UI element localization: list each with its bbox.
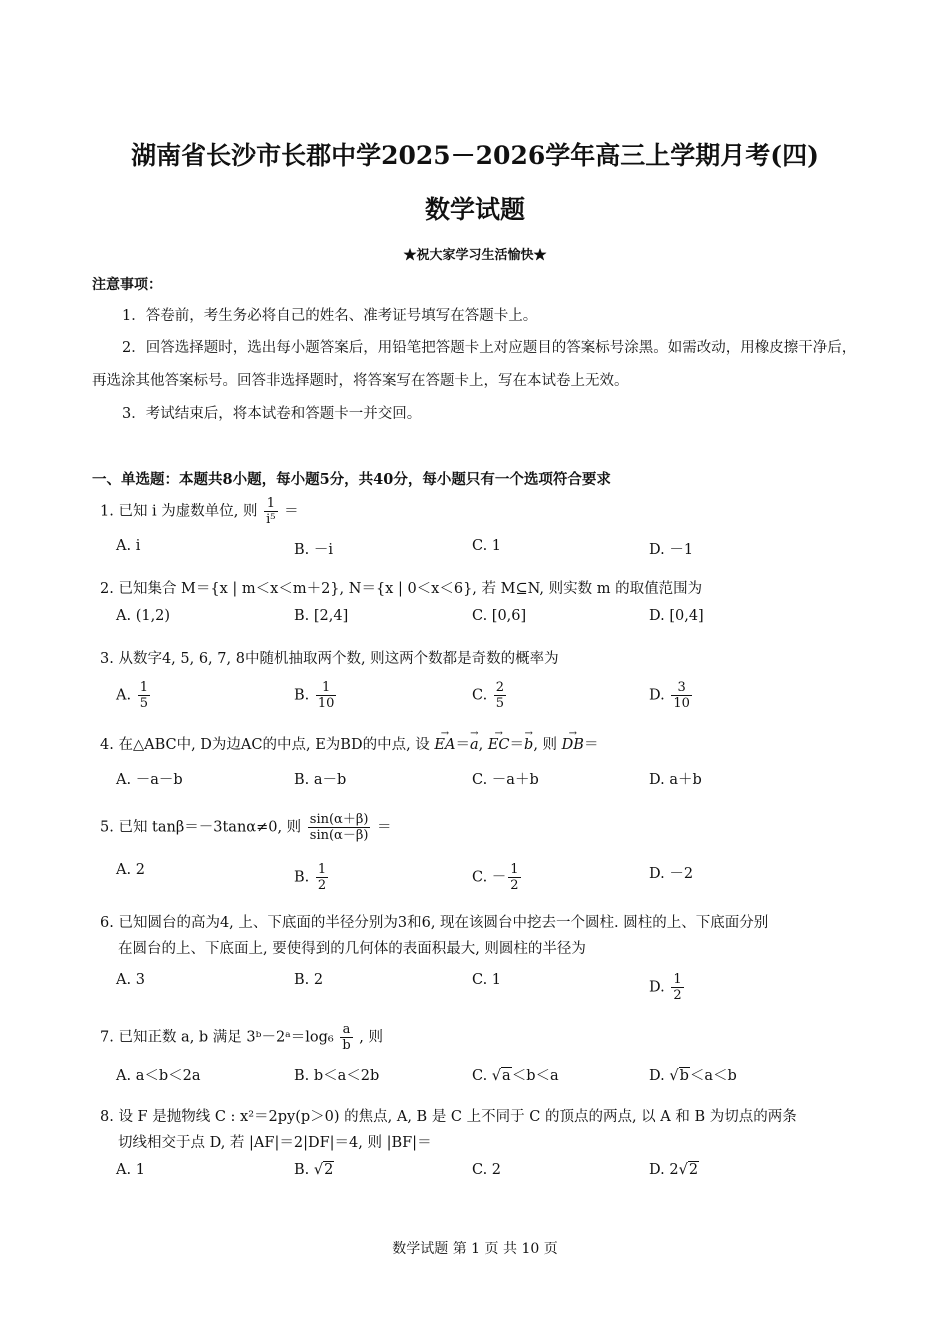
question-7-options	[116, 1064, 876, 1094]
question-7: 7. 已知正数 a, b 满足 3ᵇ－2ᵃ＝log₆ $\frac{a}{b}$ , 则	[100, 1022, 383, 1053]
option-d: D. 2√2	[649, 1162, 699, 1178]
option-c: C. $\frac{2}{5}$	[472, 680, 505, 711]
option-c: C. －a＋b	[472, 772, 539, 788]
option-d: D. [0,4]	[649, 608, 704, 624]
exam-subtitle: 数学试题	[424, 195, 525, 224]
option-d: D. －2	[649, 866, 694, 882]
option-a: A. a＜b＜2a	[116, 1068, 201, 1084]
option-d: D. √b＜a＜b	[649, 1068, 737, 1084]
option-a: A. 2	[116, 862, 145, 878]
option-a: A. $\frac{1}{5}$	[116, 680, 148, 711]
option-a: A. i	[116, 538, 141, 554]
question-3: 3. 从数字4, 5, 6, 7, 8中随机抽取两个数, 则这两个数都是奇数的概率为	[100, 651, 559, 667]
option-d: D. $\frac{1}{2}$	[649, 972, 682, 1003]
notes-heading: 注意事项：	[92, 277, 162, 293]
option-b: B. －i	[294, 542, 334, 558]
question-3-options	[116, 680, 876, 716]
option-a: A. 1	[116, 1162, 145, 1178]
option-b: B. $\frac{1}{10}$	[294, 680, 335, 711]
option-a: A. 3	[116, 972, 145, 988]
exam-title: 湖南省长沙市长郡中学2025－2026学年高三上学期月考(四)	[131, 141, 819, 170]
question-4: 4. 在△ABC中, D为边AC的中点, E为BD的中点, 设 → EA＝→ a, → EC＝→ b, 则 → DB＝	[100, 732, 870, 758]
question-1-options	[116, 538, 876, 568]
option-c: C. 1	[472, 972, 502, 988]
option-b: B. 2	[294, 972, 324, 988]
question-8: 8. 设 F 是抛物线 C : x²＝2py(p＞0) 的焦点, A, B 是 C 上不同于 C 的顶点的两点, 以 A 和 B 为切点的两条 切线相交于点 D, 若 |AF|＝2|DF|＝4, 则 |BF|＝	[100, 1109, 797, 1151]
question-2-options	[116, 608, 876, 638]
option-c: C. √a＜b＜a	[472, 1068, 559, 1084]
option-c: C. 1	[472, 538, 502, 554]
question-5: 5. 已知 tanβ＝－3tanα≠0, 则 $\frac{\sin(\alpha+\beta)}{\sin(\alpha-\beta)}$ ＝	[100, 812, 392, 843]
option-d: D. a＋b	[649, 772, 702, 788]
question-2: 2. 已知集合 M＝{x | m＜x＜m＋2}, N＝{x | 0＜x＜6}, 若 M⊆N, 则实数 m 的取值范围为	[100, 581, 703, 597]
question-4-options	[116, 768, 876, 798]
note-item: 1．答卷前，考生务必将自己的姓名、准考证号填写在答题卡上。	[122, 308, 538, 324]
option-d: D. －1	[649, 542, 694, 558]
option-a: A. (1,2)	[116, 608, 171, 624]
option-b: B. a－b	[294, 772, 347, 788]
option-b: B. $\frac{1}{2}$	[294, 862, 327, 893]
motto: ★祝大家学习生活愉快★	[403, 248, 547, 263]
question-6-options	[116, 972, 876, 1008]
option-c: C. － $\frac{1}{2}$	[472, 862, 519, 893]
fraction: $\frac{a}{b}$	[342, 1022, 351, 1053]
note-item: 2．回答选择题时，选出每小题答案后，用铅笔把答题卡上对应题目的答案标号涂黑。如需改动，用橡皮擦干净后，再选涂其他答案标号。回答非选择题时，将答案写在答题卡上，写在本试卷上无效。	[92, 340, 857, 389]
page-footer: 数学试题 第 1 页 共 10 页	[392, 1241, 558, 1257]
option-a: A. －a－b	[116, 772, 183, 788]
question-6: 6. 已知圆台的高为4, 上、下底面的半径分别为3和6, 现在该圆台中挖去一个圆柱. 圆柱的上、下底面分别 在圆台的上、下底面上, 要使得到的几何体的表面积最大, 则圆柱的半径为	[100, 915, 769, 957]
question-1: 1. 已知 i 为虚数单位, 则 $\frac{1}{\text{i⁵}}$ ＝	[100, 496, 299, 527]
note-item: 3．考试结束后，将本试卷和答题卡一并交回。	[122, 406, 422, 422]
option-b: B. √2	[294, 1162, 334, 1178]
option-b: B. b＜a＜2b	[294, 1068, 380, 1084]
option-b: B. [2,4]	[294, 608, 349, 624]
option-c: C. [0,6]	[472, 608, 527, 624]
fraction: $\frac{\sin(\alpha+\beta)}{\sin(\alpha-\beta)}$	[309, 812, 369, 843]
fraction: $\frac{1}{\text{i⁵}}$	[266, 496, 276, 527]
question-5-options	[116, 862, 876, 898]
option-d: D. $\frac{3}{10}$	[649, 680, 690, 711]
question-8-options	[116, 1162, 876, 1192]
section-heading: 一、单选题：本题共8小题，每小题5分，共40分，每小题只有一个选项符合要求	[92, 471, 611, 488]
option-c: C. 2	[472, 1162, 502, 1178]
